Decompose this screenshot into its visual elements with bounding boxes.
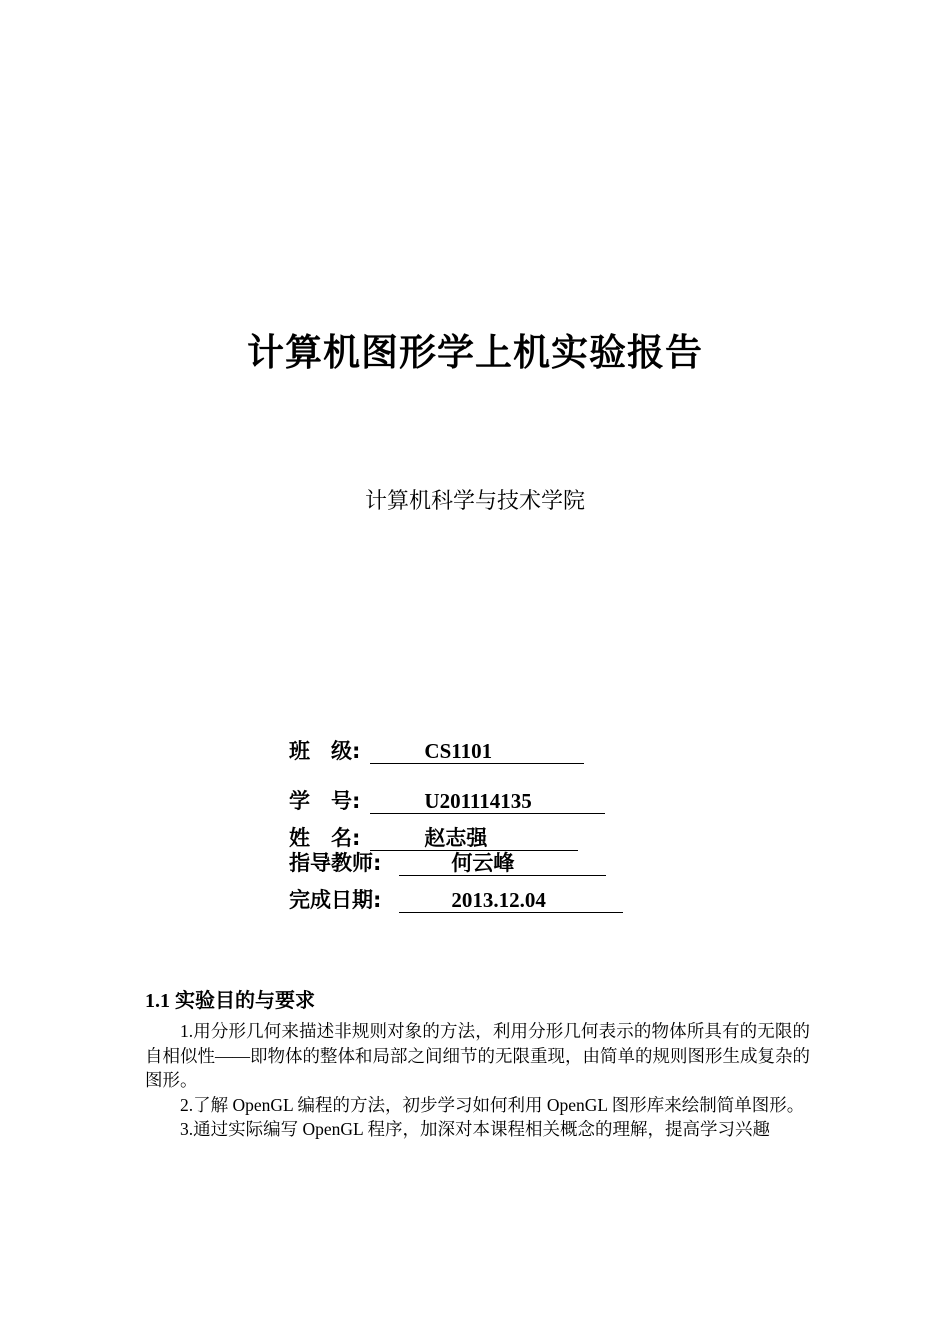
section-title: 实验目的与要求 [175, 988, 315, 1012]
info-row-date [289, 884, 623, 914]
student-id-value-field [370, 789, 605, 814]
name-value: 赵志强 [424, 826, 488, 850]
date-label: 完成日期: [289, 888, 382, 912]
section-number: 1.1 [145, 990, 170, 1012]
teacher-value: 何云峰 [451, 851, 515, 875]
date-value-field [399, 888, 623, 913]
student-id-label: 学 号: [289, 789, 361, 813]
paragraph: 2.了解 OpenGL 编程的方法，初步学习如何利用 OpenGL 图形库来绘制简单图形。 [180, 1094, 805, 1115]
class-value-field [370, 739, 584, 764]
section-heading [145, 984, 315, 1013]
section-body [145, 1019, 810, 1142]
date-value: 2013.12.04 [451, 888, 546, 912]
name-label: 姓 名: [289, 826, 361, 850]
class-label: 班 级: [289, 739, 361, 763]
report-title: 计算机图形学上机实验报告 [247, 331, 703, 374]
teacher-value-field [399, 851, 606, 876]
student-id-value: U201114135 [424, 789, 532, 813]
info-row-teacher [289, 847, 606, 877]
teacher-label: 指导教师: [289, 851, 382, 875]
school-name: 计算机科学与技术学院 [364, 489, 585, 514]
paragraph: 1.用分形几何来描述非规则对象的方法，利用分形几何表示的物体所具有的无限的自相似性——即物体的整体和局部之间细节的无限重现，由简单的规则图形生成复杂的图形。 [145, 1021, 810, 1090]
info-row-student-id [289, 785, 605, 815]
class-value: CS1101 [424, 739, 493, 763]
paragraph: 3.通过实际编写 OpenGL 程序，加深对本课程相关概念的理解，提高学习兴趣 [180, 1119, 770, 1139]
info-row-class [289, 735, 584, 765]
